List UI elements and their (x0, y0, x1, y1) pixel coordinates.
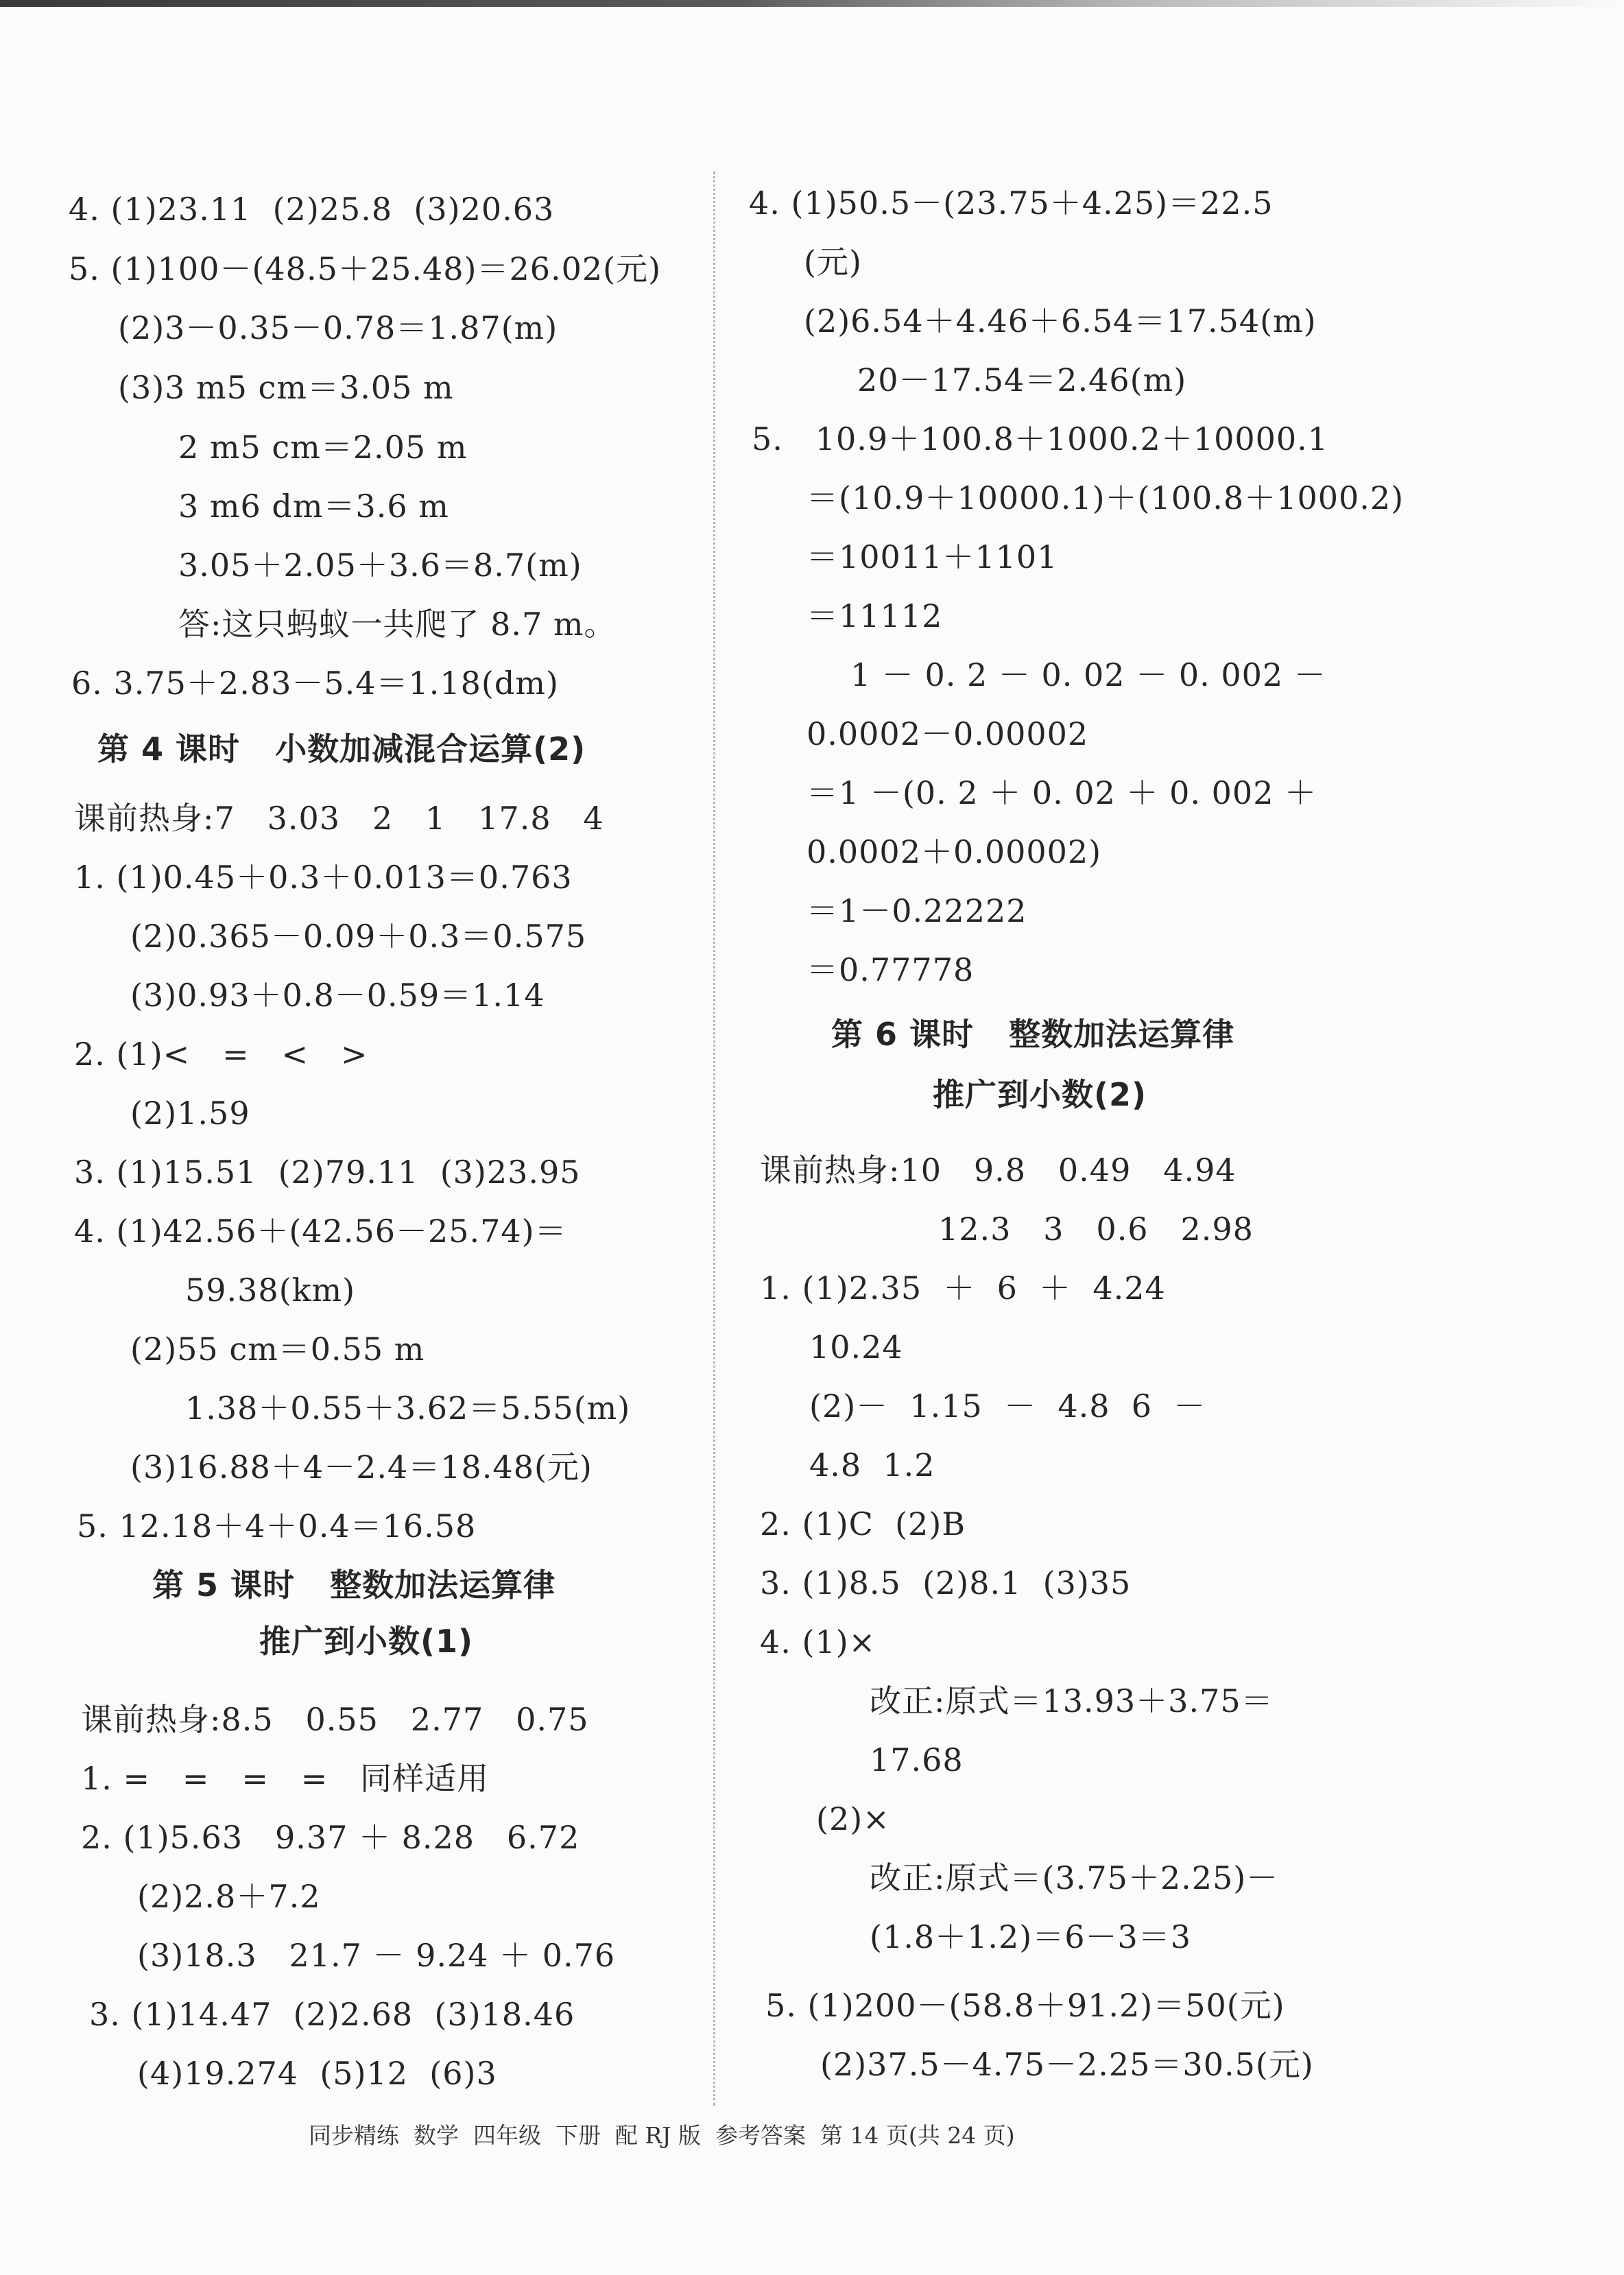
answer-line: ＝1－0.22222 (807, 892, 1027, 929)
answer-line: (1.8＋1.2)＝6－3＝3 (870, 1918, 1192, 1955)
answer-line: (3)16.88＋4－2.4＝18.48(元) (130, 1449, 593, 1486)
answer-line: (3)3 m5 cm＝3.05 m (118, 369, 454, 406)
answer-line: 17.68 (870, 1741, 964, 1778)
answer-line: 4. (1)23.11 (2)25.8 (3)20.63 (69, 191, 555, 228)
lesson-heading: 第 5 课时 整数加法运算律 (152, 1567, 556, 1604)
answer-line: 6. 3.75＋2.83－5.4＝1.18(dm) (71, 665, 559, 702)
answer-line: 0.0002－0.00002 (807, 715, 1089, 752)
warmup-line: 课前热身:10 9.8 0.49 4.94 (760, 1152, 1237, 1189)
answer-line: 2. (1)< = < > (74, 1036, 368, 1073)
answer-line: 3. (1)8.5 (2)8.1 (3)35 (760, 1564, 1132, 1601)
answer-line: 4.8 1.2 (809, 1446, 935, 1484)
answer-line: 1. (1)2.35 ＋ 6 ＋ 4.24 (760, 1270, 1166, 1307)
answer-line: (2)1.59 (130, 1095, 250, 1132)
answer-line: (2)2.8＋7.2 (137, 1878, 321, 1915)
answer-line: ＝11112 (807, 597, 943, 634)
answer-line: ＝1 －(0. 2 ＋ 0. 02 ＋ 0. 002 ＋ (807, 774, 1317, 811)
lesson-subheading: 推广到小数(2) (933, 1076, 1147, 1113)
answer-line: (2)0.365－0.09＋0.3＝0.575 (130, 918, 587, 955)
answer-line: 59.38(km) (185, 1272, 356, 1309)
right-column (686, 0, 1624, 2275)
answer-line: (2)37.5－4.75－2.25＝30.5(元) (820, 2046, 1314, 2083)
warmup-line: 课前热身:8.5 0.55 2.77 0.75 (81, 1701, 589, 1738)
answer-line: (2)6.54＋4.46＋6.54＝17.54(m) (804, 302, 1317, 340)
answer-line: (元) (804, 243, 862, 281)
answer-line: 5. (1)200－(58.8＋91.2)＝50(元) (765, 1987, 1285, 2024)
answer-line: 改正:原式＝13.93＋3.75＝ (870, 1682, 1274, 1719)
answer-line: 3.05＋2.05＋3.6＝8.7(m) (178, 547, 582, 584)
answer-line: (2)－ 1.15 － 4.8 6 － (809, 1387, 1206, 1425)
answer-line: (4)19.274 (5)12 (6)3 (137, 2055, 497, 2092)
answer-line: (2)3－0.35－0.78＝1.87(m) (118, 309, 558, 346)
answer-line: (3)0.93＋0.8－0.59＝1.14 (130, 977, 545, 1014)
answer-line: 0.0002＋0.00002) (807, 833, 1102, 870)
answer-line: 1. = = = = 同样适用 (81, 1760, 490, 1797)
answer-line: 10.24 (809, 1329, 903, 1366)
page-footer: 同步精练 数学 四年级 下册 配 RJ 版 参考答案 第 14 页(共 24 页) (309, 2122, 1015, 2149)
warmup-line: 课前热身:7 3.03 2 1 17.8 4 (74, 800, 604, 837)
answer-line: 4. (1)× (760, 1623, 876, 1660)
lesson-subheading: 推广到小数(1) (259, 1623, 474, 1660)
lesson-heading: 第 4 课时 小数加减混合运算(2) (97, 730, 586, 767)
answer-line: 1 － 0. 2 － 0. 02 － 0. 002 － (850, 656, 1326, 693)
answer-line: 4. (1)42.56＋(42.56－25.74)＝ (74, 1213, 567, 1250)
answer-line: (2)× (816, 1800, 890, 1837)
left-column (0, 0, 686, 2275)
answer-line: 5. 10.9＋100.8＋1000.2＋10000.1 (752, 420, 1329, 457)
answer-line: 2. (1)5.63 9.37 ＋ 8.28 6.72 (81, 1819, 580, 1856)
answer-line: 改正:原式＝(3.75＋2.25)－ (870, 1859, 1279, 1896)
answer-line: 3. (1)14.47 (2)2.68 (3)18.46 (89, 1996, 575, 2033)
answer-line: 答:这只蚂蚁一共爬了 8.7 m。 (178, 606, 617, 643)
answer-line: 3 m6 dm＝3.6 m (178, 488, 449, 525)
answer-line: ＝(10.9＋10000.1)＋(100.8＋1000.2) (807, 479, 1405, 516)
answer-line: 5. 12.18＋4＋0.4＝16.58 (77, 1508, 477, 1545)
warmup-line: 12.3 3 0.6 2.98 (938, 1211, 1254, 1248)
answer-line: 4. (1)50.5－(23.75＋4.25)＝22.5 (749, 184, 1274, 222)
answer-line: 1.38＋0.55＋3.62＝5.55(m) (185, 1390, 631, 1427)
answer-line: 20－17.54＝2.46(m) (857, 361, 1187, 398)
lesson-heading: 第 6 课时 整数加法运算律 (831, 1016, 1235, 1053)
answer-line: ＝0.77778 (807, 951, 975, 988)
answer-line: 2. (1)C (2)B (760, 1505, 966, 1543)
answer-line: 1. (1)0.45＋0.3＋0.013＝0.763 (74, 859, 573, 896)
answer-line: 5. (1)100－(48.5＋25.48)＝26.02(元) (69, 250, 662, 287)
answer-line: 2 m5 cm＝2.05 m (178, 429, 468, 466)
answer-line: ＝10011＋1101 (807, 538, 1058, 575)
answer-line: (2)55 cm＝0.55 m (130, 1331, 425, 1368)
answer-line: 3. (1)15.51 (2)79.11 (3)23.95 (74, 1154, 581, 1191)
answer-line: (3)18.3 21.7 － 9.24 ＋ 0.76 (137, 1937, 616, 1974)
